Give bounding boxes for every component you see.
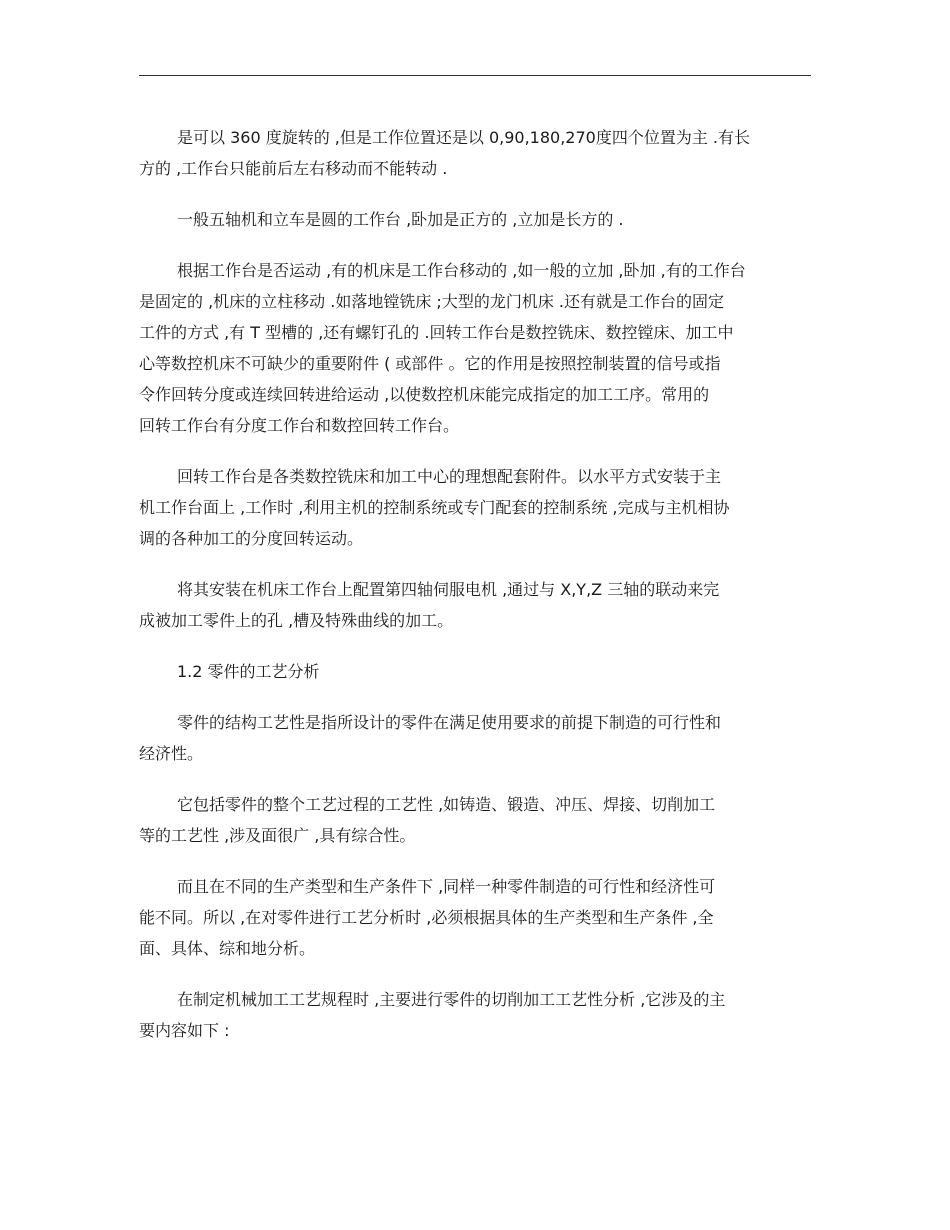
paragraph-9 (139, 984, 811, 1046)
paragraph-line: 将其安装在机床工作台上配置第四轴伺服电机 ,通过与 X,Y,Z 三轴的联动来完 (177, 580, 720, 599)
paragraph-line: 它包括零件的整个工艺过程的工艺性 ,如铸造、锻造、冲压、焊接、切削加工 (177, 795, 716, 814)
paragraph-line: 方的 ,工作台只能前后左右移动而不能转动 . (139, 159, 448, 178)
paragraph-line: 要内容如下 : (139, 1021, 230, 1040)
paragraph-1 (139, 122, 811, 184)
paragraph-line: 是固定的 ,机床的立柱移动 .如落地镗铣床 ;大型的龙门机床 .还有就是工作台的固定 (139, 292, 724, 311)
header-rule (139, 75, 811, 76)
paragraph-8 (139, 871, 811, 964)
document-body (139, 122, 811, 1066)
paragraph-6 (139, 707, 811, 769)
paragraph-line: 能不同。所以 ,在对零件进行工艺分析时 ,必须根据具体的生产类型和生产条件 ,全 (139, 908, 714, 927)
paragraph-line: 令作回转分度或连续回转进给运动 ,以使数控机床能完成指定的加工工序。常用的 (139, 385, 710, 404)
paragraph-3 (139, 255, 811, 441)
paragraph-line: 回转工作台是各类数控铣床和加工中心的理想配套附件。以水平方式安装于主 (177, 467, 722, 486)
paragraph-line: 面、具体、综和地分析。 (139, 939, 316, 958)
paragraph-line: 零件的结构工艺性是指所设计的零件在满足使用要求的前提下制造的可行性和 (177, 713, 722, 732)
paragraph-2 (139, 204, 811, 235)
paragraph-line: 工件的方式 ,有 T 型槽的 ,还有螺钉孔的 .回转工作台是数控铣床、数控镗床、加工中 (139, 323, 734, 342)
paragraph-5 (139, 574, 811, 636)
paragraph-line: 调的各种加工的分度回转运动。 (139, 529, 364, 548)
paragraph-7 (139, 789, 811, 851)
paragraph-line: 心等数控机床不可缺少的重要附件 ( 或部件 。它的作用是按照控制装置的信号或指 (139, 354, 721, 373)
paragraph-line: 成被加工零件上的孔 ,槽及特殊曲线的加工。 (139, 611, 454, 630)
paragraph-line: 经济性。 (139, 744, 204, 763)
paragraph-line: 机工作台面上 ,工作时 ,利用主机的控制系统或专门配套的控制系统 ,完成与主机相协 (139, 498, 730, 517)
paragraph-line: 回转工作台有分度工作台和数控回转工作台。 (139, 416, 460, 435)
paragraph-line: 在制定机械加工工艺规程时 ,主要进行零件的切削加工工艺性分析 ,它涉及的主 (177, 990, 726, 1009)
section-heading-text: 1.2 零件的工艺分析 (177, 662, 320, 681)
section-heading (139, 656, 811, 687)
paragraph-4 (139, 461, 811, 554)
paragraph-line: 一般五轴机和立车是圆的工作台 ,卧加是正方的 ,立加是长方的 . (177, 210, 624, 229)
paragraph-line: 等的工艺性 ,涉及面很广 ,具有综合性。 (139, 826, 416, 845)
paragraph-line: 是可以 360 度旋转的 ,但是工作位置还是以 0,90,180,270度四个位置为主 .有长 (177, 128, 751, 147)
paragraph-line: 根据工作台是否运动 ,有的机床是工作台移动的 ,如一般的立加 ,卧加 ,有的工作台 (177, 261, 746, 280)
paragraph-line: 而且在不同的生产类型和生产条件下 ,同样一种零件制造的可行性和经济性可 (177, 877, 716, 896)
